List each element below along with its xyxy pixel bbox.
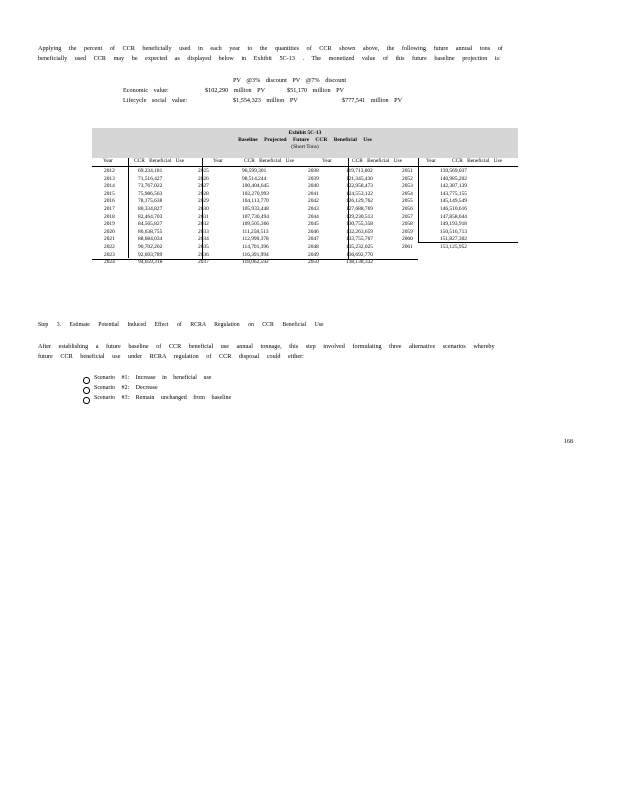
data-block-3 bbox=[300, 168, 418, 267]
year-cell: 2019 bbox=[104, 221, 115, 228]
year-cell: 2041 bbox=[308, 190, 319, 197]
table-row bbox=[300, 214, 418, 222]
ccr-value-cell: 107,730,494 bbox=[242, 213, 269, 220]
exhibit-header-band bbox=[92, 128, 518, 158]
col-header-year-2: Year bbox=[213, 158, 223, 164]
year-cell: 2028 bbox=[198, 190, 209, 197]
circle-bullet-icon bbox=[83, 377, 90, 384]
ccr-value-cell: 143,775,155 bbox=[440, 190, 467, 197]
ccr-value-cell: 130,755,358 bbox=[346, 221, 373, 228]
ccr-value-cell: 147,858,644 bbox=[440, 213, 467, 220]
table-row bbox=[300, 229, 418, 237]
exhibit-subtitle: Baseline Projected Future CCR Beneficial Use bbox=[238, 137, 372, 143]
table-header-rule bbox=[92, 166, 518, 167]
step3-heading: Step 3. Estimate Potential Induced Effect of RCRA Regulation on CCR Beneficial Use bbox=[38, 322, 324, 328]
ccr-value-cell: 102,270,993 bbox=[242, 190, 269, 197]
table-row bbox=[402, 221, 518, 229]
scenario-1: Scenario #1: Increase in beneficial use bbox=[94, 375, 212, 381]
table-row bbox=[92, 198, 202, 206]
table-row bbox=[92, 206, 202, 214]
table-row bbox=[300, 183, 418, 191]
table-row bbox=[92, 252, 202, 260]
table-row bbox=[300, 252, 418, 260]
table-row bbox=[92, 221, 202, 229]
exhibit-units: (Short Tons) bbox=[291, 144, 319, 150]
intro-line-1: Applying the percent of CCR beneficially used in each year to the quantities of CCR shown above, the following future annual tons of bbox=[38, 45, 503, 52]
ccr-value-cell: 116,391,994 bbox=[242, 251, 269, 258]
year-cell: 2047 bbox=[308, 236, 319, 243]
ccr-value-cell: 105,933,448 bbox=[242, 205, 269, 212]
table-row bbox=[402, 190, 518, 199]
year-cell: 2023 bbox=[104, 251, 115, 258]
scenario-2: Scenario #2: Decrease bbox=[94, 385, 158, 391]
data-block-1 bbox=[92, 168, 202, 267]
year-cell: 2054 bbox=[402, 190, 413, 197]
year-cell: 2039 bbox=[308, 175, 319, 182]
year-cell: 2043 bbox=[308, 205, 319, 212]
scenario-3: Scenario #3: Remain unchanged from baseline bbox=[94, 395, 232, 401]
year-cell: 2051 bbox=[402, 168, 413, 174]
year-cell: 2013 bbox=[104, 175, 115, 182]
ccr-value-cell: 153,125,952 bbox=[440, 243, 467, 250]
year-cell: 2056 bbox=[402, 205, 413, 212]
pv-econ-7: $51,170 million PV bbox=[287, 87, 344, 94]
table-row bbox=[92, 183, 202, 191]
year-cell: 2029 bbox=[198, 198, 209, 205]
pv-life-label: Lifecycle social value: bbox=[123, 97, 188, 104]
ccr-value-cell: 94,659,318 bbox=[138, 259, 163, 266]
year-cell: 2020 bbox=[104, 228, 115, 235]
ccr-value-cell: 71,516,427 bbox=[138, 175, 163, 182]
col-header-year-4: Year bbox=[426, 158, 436, 164]
year-cell: 2021 bbox=[104, 236, 115, 243]
year-cell: 2038 bbox=[308, 168, 319, 174]
circle-bullet-icon bbox=[83, 397, 90, 404]
ccr-value-cell: 98,514,244 bbox=[242, 175, 267, 182]
table-row bbox=[300, 198, 418, 206]
year-cell: 2040 bbox=[308, 183, 319, 190]
table-row bbox=[402, 228, 518, 237]
ccr-value-cell: 90,702,202 bbox=[138, 243, 163, 250]
col-header-ccr-4: CCR Beneficial Use bbox=[452, 158, 503, 164]
year-cell: 2030 bbox=[198, 205, 209, 212]
ccr-value-cell: 135,232,025 bbox=[346, 243, 373, 250]
ccr-value-cell: 151,827,302 bbox=[440, 236, 467, 243]
year-cell: 2035 bbox=[198, 243, 209, 250]
ccr-value-cell: 150,516,713 bbox=[440, 228, 467, 235]
pv-life-3: $1,554,323 million PV bbox=[233, 97, 298, 104]
year-cell: 2058 bbox=[402, 221, 413, 228]
year-cell: 2027 bbox=[198, 183, 209, 190]
ccr-value-cell: 80,334,827 bbox=[138, 205, 163, 212]
ccr-value-cell: 122,958,473 bbox=[346, 183, 373, 190]
year-cell: 2033 bbox=[198, 228, 209, 235]
ccr-value-cell: 121,345,430 bbox=[346, 175, 373, 182]
table-row bbox=[402, 198, 518, 206]
year-cell: 2060 bbox=[402, 236, 413, 243]
ccr-value-cell: 82,464,703 bbox=[138, 213, 163, 220]
year-cell: 2032 bbox=[198, 221, 209, 228]
table-row bbox=[92, 168, 202, 176]
year-cell: 2018 bbox=[104, 213, 115, 220]
ccr-value-cell: 132,263,659 bbox=[346, 228, 373, 235]
year-cell: 2050 bbox=[308, 259, 319, 266]
col-header-year-1: Year bbox=[103, 158, 113, 164]
table-row bbox=[92, 191, 202, 199]
year-cell: 2014 bbox=[104, 183, 115, 190]
ccr-value-cell: 146,510,616 bbox=[440, 205, 467, 212]
year-cell: 2057 bbox=[402, 213, 413, 220]
ccr-value-cell: 75,986,563 bbox=[138, 190, 163, 197]
col-header-ccr-2: CCR Beneficial Use bbox=[244, 158, 295, 164]
year-cell: 2012 bbox=[104, 168, 115, 174]
ccr-value-cell: 127,688,769 bbox=[346, 205, 373, 212]
table-row bbox=[300, 191, 418, 199]
ccr-value-cell: 136,692,770 bbox=[346, 251, 373, 258]
pv-econ-label: Economic value: bbox=[123, 87, 169, 94]
ccr-value-cell: 109,505,366 bbox=[242, 221, 269, 228]
table-row bbox=[300, 244, 418, 252]
pv-econ-3: $102,290 million PV bbox=[205, 87, 266, 94]
year-cell: 2031 bbox=[198, 213, 209, 220]
step3-line-1: After establishing a future baseline of CCR beneficial use annual tonnage, this step involved formulating three alternative scenarios whereby bbox=[38, 343, 495, 350]
table-row bbox=[402, 183, 518, 191]
table-row bbox=[92, 244, 202, 252]
ccr-value-cell: 140,985,202 bbox=[440, 175, 467, 182]
table-row bbox=[92, 214, 202, 222]
year-cell: 2046 bbox=[308, 228, 319, 235]
ccr-value-cell: 126,129,762 bbox=[346, 198, 373, 205]
ccr-value-cell: 96,599,301 bbox=[242, 168, 267, 174]
year-cell: 2034 bbox=[198, 236, 209, 243]
year-cell: 2053 bbox=[402, 183, 413, 190]
ccr-value-cell: 100,404,645 bbox=[242, 183, 269, 190]
col-header-ccr-1: CCR Beneficial Use bbox=[134, 158, 185, 164]
year-cell: 2049 bbox=[308, 251, 319, 258]
ccr-value-cell: 149,193,918 bbox=[440, 221, 467, 228]
table-row bbox=[92, 229, 202, 237]
ccr-value-cell: 133,755,767 bbox=[346, 236, 373, 243]
ccr-value-cell: 142,387,139 bbox=[440, 183, 467, 190]
table-row bbox=[300, 221, 418, 229]
year-cell: 2061 bbox=[402, 243, 413, 250]
year-cell: 2024 bbox=[104, 259, 115, 266]
col-header-year-3: Year bbox=[322, 158, 332, 164]
circle-bullet-icon bbox=[83, 387, 90, 394]
year-cell: 2045 bbox=[308, 221, 319, 228]
table-row bbox=[92, 236, 202, 244]
year-cell: 2015 bbox=[104, 190, 115, 197]
table-row bbox=[402, 205, 518, 214]
ccr-value-cell: 104,113,770 bbox=[242, 198, 269, 205]
table-row bbox=[402, 213, 518, 222]
year-cell: 2055 bbox=[402, 198, 413, 205]
ccr-value-cell: 88,684,034 bbox=[138, 236, 163, 243]
ccr-value-cell: 119,713,602 bbox=[346, 168, 373, 174]
pv-life-7: $777,541 million PV bbox=[342, 97, 403, 104]
year-cell: 2052 bbox=[402, 175, 413, 182]
year-cell: 2026 bbox=[198, 175, 209, 182]
table-row bbox=[300, 259, 418, 267]
ccr-value-cell: 69,234,181 bbox=[138, 168, 163, 174]
ccr-value-cell: 84,565,827 bbox=[138, 221, 163, 228]
step3-line-2: future CCR beneficial use under RCRA regulation of CCR disposal could either: bbox=[38, 353, 304, 360]
year-cell: 2037 bbox=[198, 259, 209, 266]
ccr-value-cell: 138,138,332 bbox=[346, 259, 373, 266]
table-row bbox=[300, 206, 418, 214]
table-row bbox=[92, 176, 202, 184]
year-cell: 2016 bbox=[104, 198, 115, 205]
ccr-value-cell: 78,175,638 bbox=[138, 198, 163, 205]
ccr-value-cell: 86,638,755 bbox=[138, 228, 163, 235]
year-cell: 2059 bbox=[402, 228, 413, 235]
ccr-value-cell: 145,149,549 bbox=[440, 198, 467, 205]
year-cell: 2022 bbox=[104, 243, 115, 250]
ccr-value-cell: 139,569,037 bbox=[440, 168, 467, 174]
table-row bbox=[300, 176, 418, 184]
exhibit-title: Exhibit 5C-13 bbox=[288, 130, 322, 136]
pv-header: PV @3% discount PV @7% discount bbox=[233, 77, 347, 84]
ccr-value-cell: 111,258,513 bbox=[242, 228, 269, 235]
table-row bbox=[92, 259, 202, 267]
year-cell: 2025 bbox=[198, 168, 209, 174]
ccr-value-cell: 92,693,789 bbox=[138, 251, 163, 258]
table-row bbox=[402, 243, 518, 252]
ccr-value-cell: 118,062,592 bbox=[242, 259, 269, 266]
table-row bbox=[300, 168, 418, 176]
table-row bbox=[300, 236, 418, 244]
data-block-4 bbox=[402, 168, 518, 252]
table-row bbox=[402, 175, 518, 184]
year-cell: 2044 bbox=[308, 213, 319, 220]
ccr-value-cell: 129,230,513 bbox=[346, 213, 373, 220]
ccr-value-cell: 112,990,378 bbox=[242, 236, 269, 243]
ccr-value-cell: 124,553,122 bbox=[346, 190, 373, 197]
page-number: 168 bbox=[564, 439, 573, 445]
ccr-value-cell: 114,701,396 bbox=[242, 243, 269, 250]
table-row bbox=[402, 236, 518, 244]
ccr-value-cell: 73,767,022 bbox=[138, 183, 163, 190]
intro-line-2: beneficially used CCR may be expected as displayed below in Exhibit 5C-13 . The monetized value of this future baseline projection is: bbox=[38, 55, 501, 62]
year-cell: 2017 bbox=[104, 205, 115, 212]
col-header-ccr-3: CCR Beneficial Use bbox=[352, 158, 403, 164]
table-row bbox=[402, 168, 518, 176]
year-cell: 2042 bbox=[308, 198, 319, 205]
year-cell: 2036 bbox=[198, 251, 209, 258]
year-cell: 2048 bbox=[308, 243, 319, 250]
